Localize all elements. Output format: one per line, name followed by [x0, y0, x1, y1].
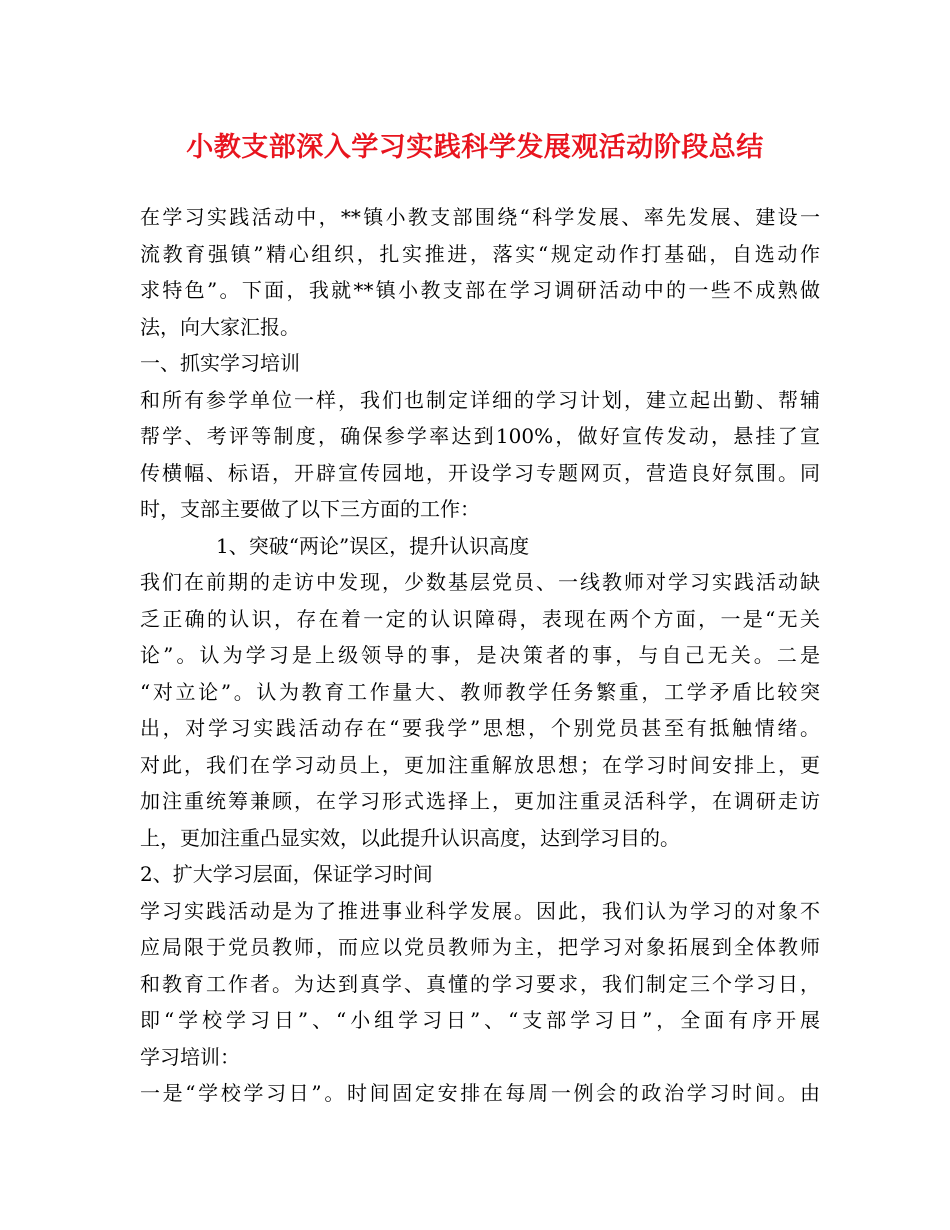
document-body [140, 199, 820, 1112]
text-line: 时，支部主要做了以下三方面的工作： [140, 497, 480, 521]
text-line: 学习培训： [140, 1044, 240, 1069]
text-line: “对立论”。认为教育工作量大、教师教学任务繁重，工学矛盾比较突 [140, 679, 820, 704]
text-line: 应局限于党员教师，而应以党员教师为主，把学习对象拓展到全体教师 [140, 935, 820, 959]
text-line: 流教育强镇”精心组织，扎实推进，落实“规定动作打基础，自选动作 [140, 241, 820, 266]
text-line: 2、扩大学习层面，保证学习时间 [140, 862, 433, 886]
text-line: 我们在前期的走访中发现，少数基层党员、一线教师对学习实践活动缺 [140, 570, 820, 594]
text-line: 在学习实践活动中，**镇小教支部围绕“科学发展、率先发展、建设一 [140, 205, 820, 229]
document-title: 小教支部深入学习实践科学发展观活动阶段总结 [186, 132, 764, 163]
text-line: 1、突破“两论”误区，提升认识高度 [216, 533, 530, 558]
text-line: 出，对学习实践活动存在“要我学”思想，个别党员甚至有抵触情绪。 [140, 716, 820, 740]
text-line: 即“学校学习日”、“小组学习日”、“支部学习日”，全面有序开展 [140, 1008, 820, 1032]
text-line: 一是“学校学习日”。时间固定安排在每周一例会的政治学习时间。由 [140, 1081, 820, 1105]
text-line: 求特色”。下面，我就**镇小教支部在学习调研活动中的一些不成熟做 [140, 278, 820, 302]
text-line: 和教育工作者。为达到真学、真懂的学习要求，我们制定三个学习日， [140, 971, 820, 996]
text-line: 学习实践活动是为了推进事业科学发展。因此，我们认为学习的对象不 [140, 898, 820, 923]
text-line: 上，更加注重凸显实效，以此提升认识高度，达到学习目的。 [140, 825, 680, 850]
text-line: 一、抓实学习培训 [140, 351, 300, 375]
text-line: 乏正确的认识，存在着一定的认识障碍，表现在两个方面，一是“无关 [140, 606, 820, 631]
text-line: 加注重统筹兼顾，在学习形式选择上，更加注重灵活科学，在调研走访 [140, 789, 820, 813]
text-line: 对此，我们在学习动员上，更加注重解放思想；在学习时间安排上，更 [140, 752, 820, 777]
text-line: 传横幅、标语，开辟宣传园地，开设学习专题网页，营造良好氛围。同 [140, 460, 820, 485]
text-line: 法，向大家汇报。 [140, 314, 300, 339]
text-line: 帮学、考评等制度，确保参学率达到100%，做好宣传发动，悬挂了宣 [140, 424, 820, 448]
text-line: 论”。认为学习是上级领导的事，是决策者的事，与自己无关。二是 [140, 643, 820, 667]
text-line: 和所有参学单位一样，我们也制定详细的学习计划，建立起出勤、帮辅 [140, 387, 820, 412]
